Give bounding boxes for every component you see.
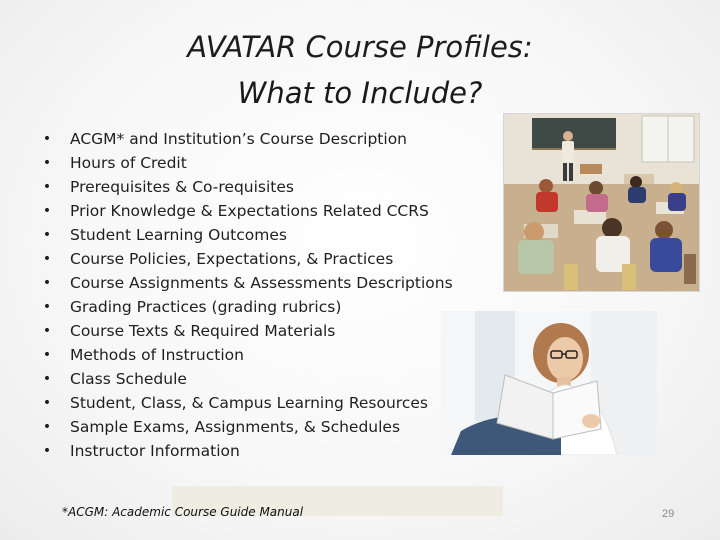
bullet-dot: • xyxy=(42,131,52,147)
bullet-dot: • xyxy=(42,443,52,459)
bullet-dot: • xyxy=(42,275,52,291)
student-reading-photo xyxy=(441,311,657,455)
footnote: *ACGM: Academic Course Guide Manual xyxy=(62,505,304,519)
bullet-text: Student Learning Outcomes xyxy=(70,226,287,244)
bullet-item xyxy=(40,439,453,463)
slide-title xyxy=(100,24,620,116)
bullet-item xyxy=(40,151,453,175)
bullet-text: Methods of Instruction xyxy=(70,346,244,364)
bullet-item xyxy=(40,247,453,271)
bullet-text: Sample Exams, Assignments, & Schedules xyxy=(70,418,401,436)
bullet-text: Prior Knowledge & Expectations Related CCRS xyxy=(70,202,429,220)
bullet-dot: • xyxy=(42,371,52,387)
page-number: 29 xyxy=(662,508,675,520)
title-line-2: What to Include? xyxy=(237,76,483,110)
bullet-dot: • xyxy=(42,419,52,435)
bullet-text: Grading Practices (grading rubrics) xyxy=(70,298,342,316)
bullet-dot: • xyxy=(42,299,52,315)
classroom-photo xyxy=(503,113,700,292)
bullet-dot: • xyxy=(42,251,52,267)
bullet-item xyxy=(40,319,453,343)
bullet-item xyxy=(40,295,453,319)
bullet-item xyxy=(40,343,453,367)
bullet-text: Class Schedule xyxy=(70,370,187,388)
bullet-item xyxy=(40,223,453,247)
bullet-item xyxy=(40,271,453,295)
bullet-dot: • xyxy=(42,155,52,171)
bullet-item xyxy=(40,415,453,439)
bullet-text: Hours of Credit xyxy=(70,154,187,172)
bullet-item xyxy=(40,175,453,199)
bullet-dot: • xyxy=(42,179,52,195)
bullet-dot: • xyxy=(42,203,52,219)
bullet-dot: • xyxy=(42,347,52,363)
bullet-dot: • xyxy=(42,323,52,339)
title-line-1: AVATAR Course Profiles: xyxy=(187,30,533,64)
bullet-list xyxy=(40,127,453,463)
bullet-item xyxy=(40,127,453,151)
bullet-text: Course Policies, Expectations, & Practices xyxy=(70,250,394,268)
bullet-text: Student, Class, & Campus Learning Resources xyxy=(70,394,428,412)
bullet-dot: • xyxy=(42,395,52,411)
bullet-text: Prerequisites & Co-requisites xyxy=(70,178,294,196)
bullet-item xyxy=(40,391,453,415)
bullet-text: Course Texts & Required Materials xyxy=(70,322,336,340)
bullet-text: ACGM* and Institution’s Course Description xyxy=(70,130,407,148)
bullet-item xyxy=(40,367,453,391)
bullet-item xyxy=(40,199,453,223)
bullet-dot: • xyxy=(42,227,52,243)
bullet-text: Instructor Information xyxy=(70,442,240,460)
bullet-text: Course Assignments & Assessments Descriptions xyxy=(70,274,453,292)
